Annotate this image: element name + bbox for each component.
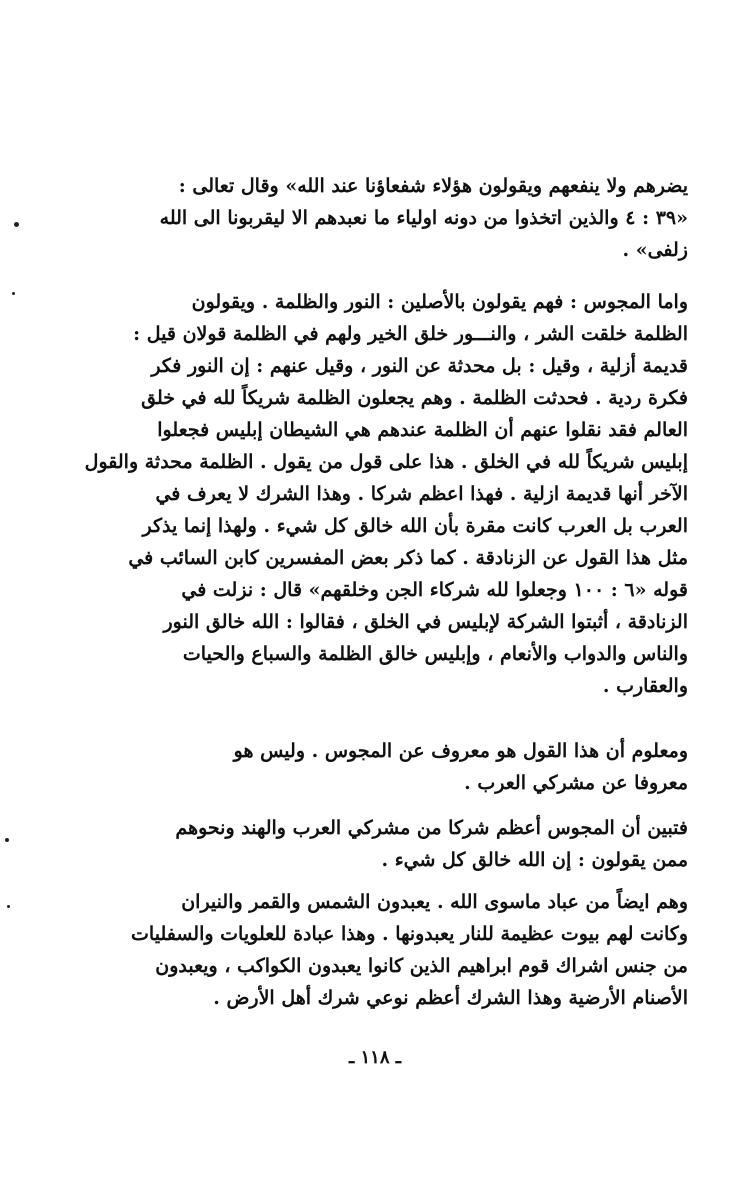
text-line: يضرهم ولا ينفعهم ويقولون هؤلاء شفعاؤنا عند الله» وقال تعالى : bbox=[178, 175, 688, 197]
text-line: «٣٩ : ٤ والذين اتخذوا من دونه اولياء ما نعبدهم الا ليقربونا الى الله bbox=[159, 207, 688, 229]
text-line: الزنادقة ، أثبتوا الشركة لإبليس في الخلق ، فقالوا : الله خالق النور bbox=[163, 611, 688, 633]
paragraph-1 bbox=[83, 170, 688, 266]
text-line: من جنس اشراك قوم ابراهيم الذين كانوا يعبدون الكواكب ، ويعبدون bbox=[155, 955, 688, 977]
text-line: وهم ايضاً من عباد ماسوى الله . يعبدون الشمس والقمر والنيران bbox=[181, 891, 688, 913]
scan-speck bbox=[14, 222, 19, 227]
text-line: قوله «٦ : ١٠٠ وجعلوا لله شركاء الجن وخلقهم» قال : نزلت في bbox=[181, 579, 688, 601]
text-line: زلفى» . bbox=[622, 239, 688, 261]
text-line: العرب بل العرب كانت مقرة بأن الله خالق كل شيء . ولهذا إنما يذكر bbox=[142, 515, 688, 537]
paragraph-2 bbox=[83, 286, 688, 702]
paragraph-3 bbox=[83, 735, 688, 799]
text-line: ومعلوم أن هذا القول هو معروف عن المجوس . وليس هو bbox=[233, 740, 688, 762]
paragraph-4 bbox=[83, 812, 688, 876]
text-line: واما المجوس : فهم يقولون بالأصلين : النور والظلمة . ويقولون bbox=[191, 291, 688, 313]
page-number: ـ ١١٨ ـ bbox=[348, 1047, 402, 1068]
text-line: ممن يقولون : إن الله خالق كل شيء . bbox=[381, 849, 688, 871]
scan-speck bbox=[7, 905, 10, 908]
text-line: فتبين أن المجوس أعظم شركا من مشركي العرب والهند ونحوهم bbox=[175, 817, 688, 839]
text-line: والعقارب . bbox=[602, 675, 688, 697]
text-line: الآخر أنها قديمة ازلية . فهذا اعظم شركا . وهذا الشرك لا يعرف في bbox=[155, 483, 688, 505]
text-line: الأصنام الأرضية وهذا الشرك أعظم نوعي شرك أهل الأرض . bbox=[213, 987, 688, 1009]
text-line: فكرة ردية . فحدثت الظلمة . وهم يجعلون الظلمة شريكاً لله في خلق bbox=[141, 387, 688, 409]
text-line: الظلمة خلقت الشر ، والنـــور خلق الخير ولهم في الظلمة قولان قيل : bbox=[133, 323, 688, 345]
text-line: وكانت لهم بيوت عظيمة للنار يعبدونها . وهذا عبادة للعلويات والسفليات bbox=[131, 923, 688, 945]
text-line: معروفا عن مشركي العرب . bbox=[464, 772, 688, 794]
text-line: العالم فقد نقلوا عنهم أن الظلمة عندهم هي الشيطان إبليس فجعلوا bbox=[157, 419, 688, 441]
paragraph-5 bbox=[83, 886, 688, 1014]
text-line: والناس والدواب والأنعام ، وإبليس خالق الظلمة والسباع والحيات bbox=[182, 643, 688, 665]
scan-speck bbox=[5, 838, 9, 842]
text-line: قديمة أزلية ، وقيل : بل محدثة عن النور ، وقيل عنهم : إن النور فكر bbox=[151, 355, 688, 377]
text-line: مثل هذا القول عن الزنادقة . كما ذكر بعض المفسرين كابن السائب في bbox=[128, 547, 688, 569]
scan-speck bbox=[12, 292, 15, 295]
text-line: إبليس شريكاً لله في الخلق . هذا على قول من يقول . الظلمة محدثة والقول bbox=[84, 451, 688, 473]
